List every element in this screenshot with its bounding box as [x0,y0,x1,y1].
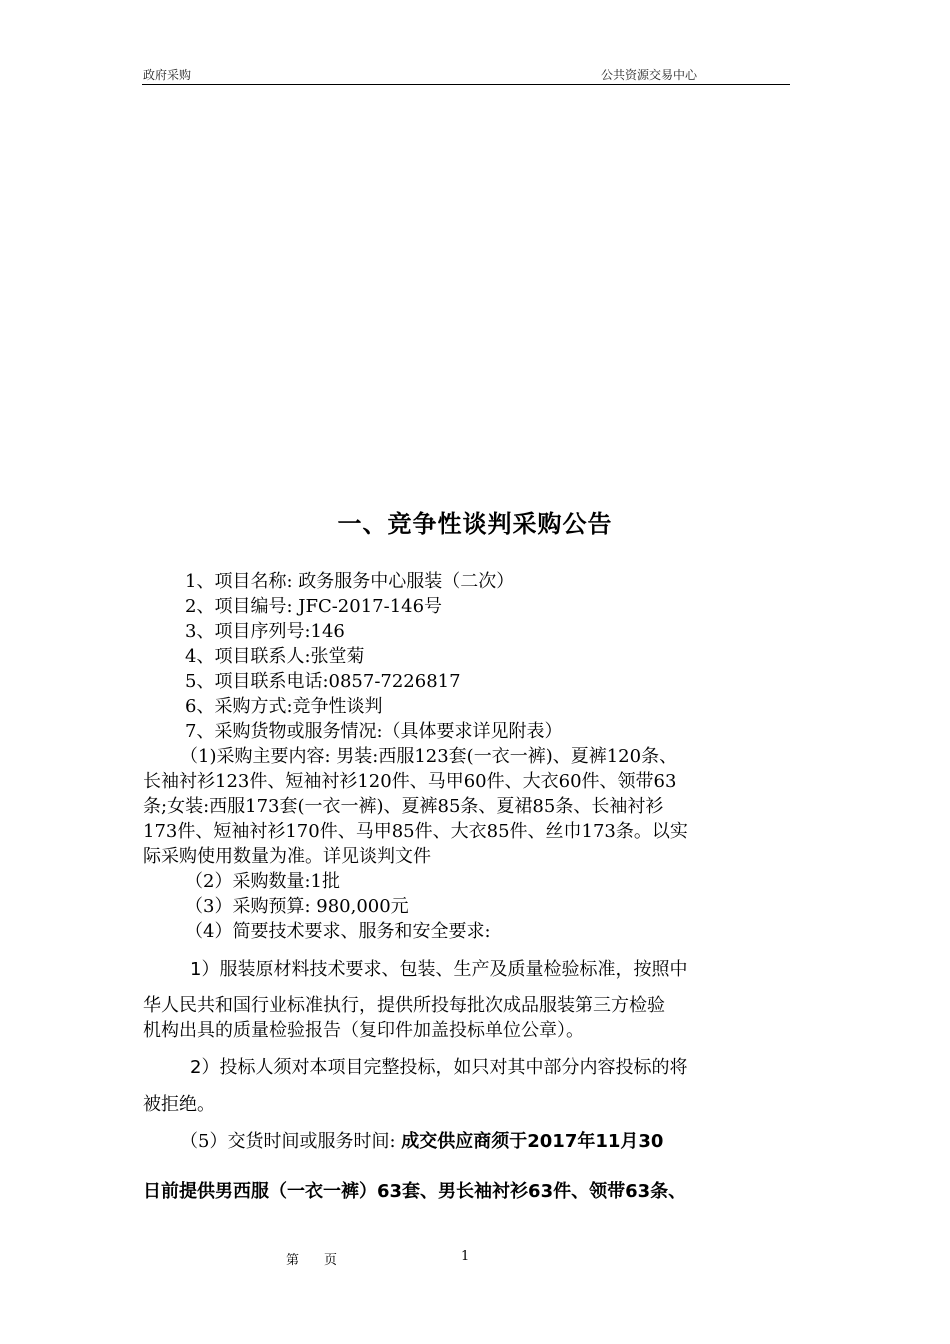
delivery-line-1 [180,1130,840,1154]
item-contact-person: 4、项目联系人:张堂菊 [185,646,365,667]
tech-para-1-line-2: 华人民共和国行业标准执行，提供所投每批次成品服装第三方检验 [143,995,665,1016]
header-rule [142,84,790,85]
tech-para-1-line-3: 机构出具的质量检验报告（复印件加盖投标单位公章）。 [143,1020,584,1041]
header-left: 政府采购 [143,68,192,82]
tech-para-2-line-1: 2）投标人须对本项目完整投标，如只对其中部分内容投标的将 [190,1057,688,1078]
footer-label-di: 第 [286,1253,300,1268]
tech-requirements-heading: （4）简要技术要求、服务和安全要求: [185,921,491,942]
item-procurement-method: 6、采购方式:竞争性谈判 [185,696,383,717]
content-line-4: 173件、短袖衬衫170件、马甲85件、大衣85件、丝巾173条。以实 [143,821,688,842]
item-project-number: 2、项目编号: JFC-2017-146号 [185,596,443,617]
item-project-serial: 3、项目序列号:146 [185,621,345,642]
tech-para-2-line-2: 被拒绝。 [143,1094,215,1115]
item-goods-services: 7、采购货物或服务情况:（具体要求详见附表） [185,721,563,742]
purchase-quantity: （2）采购数量:1批 [185,871,340,892]
delivery-lead: （5）交货时间或服务时间: [180,1131,402,1152]
content-line-5: 际采购使用数量为准。详见谈判文件 [143,846,431,867]
purchase-budget: （3）采购预算: 980,000元 [185,896,409,917]
item-contact-phone: 5、项目联系电话:0857-7226817 [185,671,461,692]
tech-para-1-line-1: 1）服装原材料技术要求、包装、生产及质量检验标准，按照中 [190,959,688,980]
delivery-deadline: 成交供应商须于2017年11月30 [401,1131,664,1152]
content-line-2: 长袖衬衫123件、短袖衬衫120件、马甲60件、大衣60件、领带63 [143,771,677,792]
item-project-name: 1、项目名称: 政务服务中心服装（二次） [185,571,515,592]
content-line-3: 条;女装:西服173套(一衣一裤)、夏裤85条、夏裙85条、长袖衬衫 [143,796,664,817]
header-right: 公共资源交易中心 [601,68,698,82]
delivery-line-2: 日前提供男西服（一衣一裤）63套、男长袖衬衫63件、领带63条、 [143,1181,687,1202]
content-line-1: （1)采购主要内容: 男装:西服123套(一衣一裤)、夏裤120条、 [180,746,678,767]
page-title: 一、竞争性谈判采购公告 [337,510,613,538]
footer-label-ye: 页 [324,1253,338,1268]
footer-page-number: 1 [461,1249,470,1264]
